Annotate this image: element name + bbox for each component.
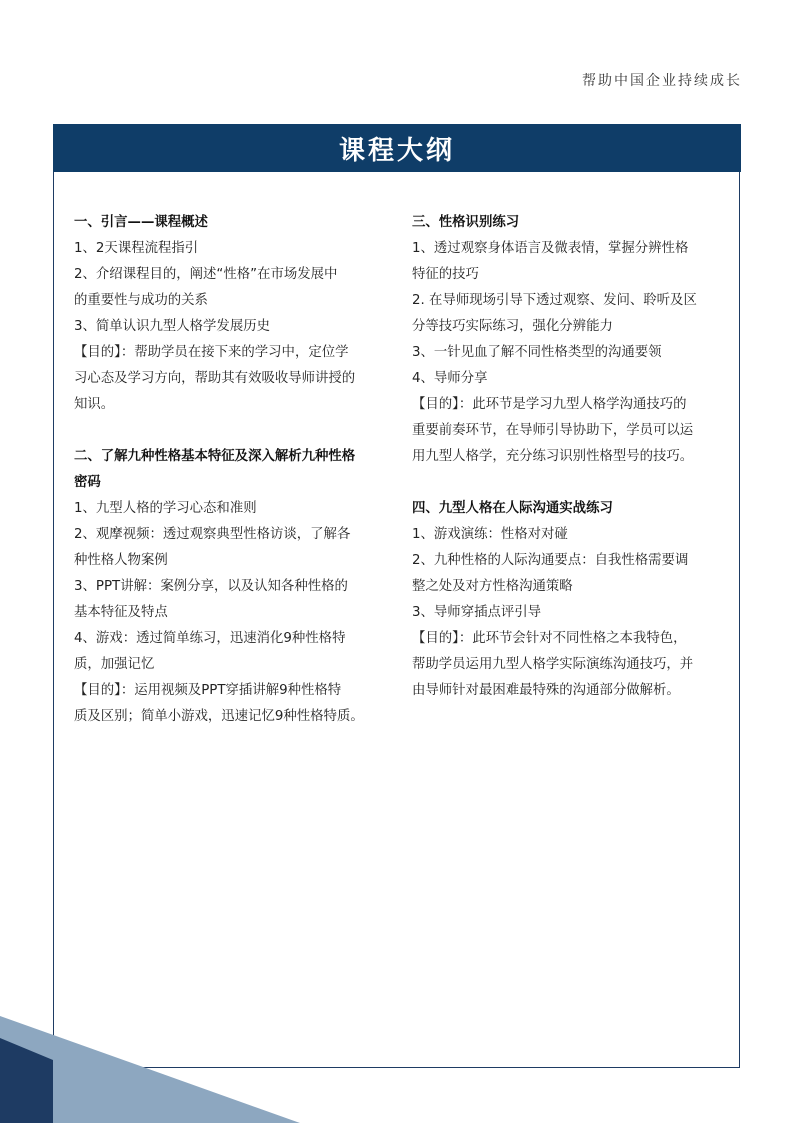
section-line: 质，加强记忆 <box>74 657 155 672</box>
section-line: 知识。 <box>74 397 115 412</box>
section-line: 2、介绍课程目的，阐述“性格”在市场发展中 <box>74 267 338 282</box>
section-line: 【目的】：此环节是学习九型人格学沟通技巧的 <box>412 397 687 412</box>
section-line: 3、一针见血了解不同性格类型的沟通要领 <box>412 345 662 360</box>
right-column <box>412 210 724 756</box>
section-title: 三、性格识别练习 <box>412 215 520 230</box>
section-line: 分等技巧实际练习，强化分辨能力 <box>412 319 613 334</box>
section-line: 【目的】：此环节会针对不同性格之本我特色， <box>412 631 687 646</box>
header-tagline: 帮助中国企业持续成长 <box>582 73 742 89</box>
section-line: 用九型人格学，充分练习识别性格型号的技巧。 <box>412 449 694 464</box>
outline-section <box>74 444 392 730</box>
section-line: 【目的】：帮助学员在接下来的学习中，定位学 <box>74 345 349 360</box>
section-line: 由导师针对最困难最特殊的沟通部分做解析。 <box>412 683 680 698</box>
section-line: 重要前奏环节，在导师引导协助下，学员可以运 <box>412 423 694 438</box>
section-line: 【目的】：运用视频及PPT穿插讲解9种性格特 <box>74 683 342 698</box>
section-line: 帮助学员运用九型人格学实际演练沟通技巧，并 <box>412 657 694 672</box>
section-line: 1、九型人格的学习心态和准则 <box>74 501 257 516</box>
left-column <box>74 210 392 756</box>
outline-section <box>412 210 724 470</box>
section-line: 3、简单认识九型人格学发展历史 <box>74 319 270 334</box>
section-line: 2、九种性格的人际沟通要点：自我性格需要调 <box>412 553 689 568</box>
section-line: 2. 在导师现场引导下透过观察、发问、聆听及区 <box>412 293 697 308</box>
section-line: 2、观摩视频：透过观察典型性格访谈，了解各 <box>74 527 351 542</box>
outline-section <box>74 210 392 418</box>
section-title: 一、引言——课程概述 <box>74 215 208 230</box>
section-line: 1、游戏演练：性格对对碰 <box>412 527 568 542</box>
outline-columns <box>74 210 724 756</box>
section-line: 种性格人物案例 <box>74 553 168 568</box>
section-line: 质及区别；简单小游戏，迅速记忆9种性格特质。 <box>74 709 364 724</box>
section-line: 习心态及学习方向，帮助其有效吸收导师讲授的 <box>74 371 356 386</box>
course-outline-banner: 课程大纲 <box>53 124 741 172</box>
section-title: 四、九型人格在人际沟通实战练习 <box>412 501 613 516</box>
section-line: 4、游戏：透过简单练习，迅速消化9种性格特 <box>74 631 346 646</box>
section-line: 3、导师穿插点评引导 <box>412 605 542 620</box>
section-line: 3、PPT讲解：案例分享，以及认知各种性格的 <box>74 579 348 594</box>
section-line: 整之处及对方性格沟通策略 <box>412 579 573 594</box>
section-line: 1、2天课程流程指引 <box>74 241 199 256</box>
outline-section <box>412 496 724 704</box>
section-line: 特征的技巧 <box>412 267 479 282</box>
section-line: 的重要性与成功的关系 <box>74 293 208 308</box>
section-line: 4、导师分享 <box>412 371 488 386</box>
section-title: 密码 <box>74 475 101 490</box>
section-line: 1、透过观察身体语言及微表情，掌握分辨性格 <box>412 241 689 256</box>
section-line: 基本特征及特点 <box>74 605 168 620</box>
section-title: 二、了解九种性格基本特征及深入解析九种性格 <box>74 449 356 464</box>
corner-decoration <box>0 1008 300 1123</box>
